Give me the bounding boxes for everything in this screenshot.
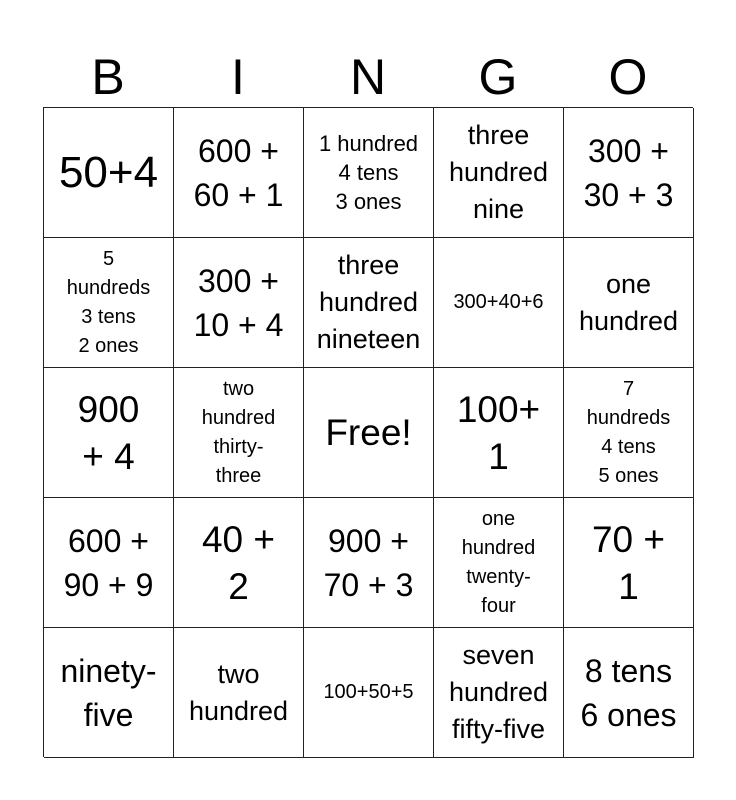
bingo-board: [43, 107, 693, 757]
bingo-cell[interactable]: 7 hundreds 4 tens 5 ones: [564, 368, 694, 498]
bingo-header: [43, 48, 693, 106]
bingo-cell[interactable]: two hundred thirty- three: [174, 368, 304, 498]
bingo-cell[interactable]: 900 + 4: [44, 368, 174, 498]
bingo-cell[interactable]: 600 + 90 + 9: [44, 498, 174, 628]
bingo-cell[interactable]: 1 hundred 4 tens 3 ones: [304, 108, 434, 238]
bingo-cell[interactable]: one hundred: [564, 238, 694, 368]
bingo-cell[interactable]: 100+50+5: [304, 628, 434, 758]
bingo-cell[interactable]: two hundred: [174, 628, 304, 758]
header-letter-b: B: [91, 49, 125, 105]
bingo-cell[interactable]: one hundred twenty- four: [434, 498, 564, 628]
bingo-cell[interactable]: 100+ 1: [434, 368, 564, 498]
bingo-cell[interactable]: 300+40+6: [434, 238, 564, 368]
bingo-cell[interactable]: 300 + 30 + 3: [564, 108, 694, 238]
bingo-cell[interactable]: three hundred nine: [434, 108, 564, 238]
header-letter-o: O: [608, 49, 648, 105]
bingo-cell[interactable]: ninety- five: [44, 628, 174, 758]
header-letter-g: G: [478, 49, 518, 105]
free-space-cell[interactable]: Free!: [304, 368, 434, 498]
bingo-cell[interactable]: 40 + 2: [174, 498, 304, 628]
bingo-cell[interactable]: 5 hundreds 3 tens 2 ones: [44, 238, 174, 368]
bingo-cell[interactable]: three hundred nineteen: [304, 238, 434, 368]
header-letter-n: N: [349, 49, 387, 105]
bingo-cell[interactable]: 50+4: [44, 108, 174, 238]
bingo-cell[interactable]: seven hundred fifty-five: [434, 628, 564, 758]
bingo-cell[interactable]: 8 tens 6 ones: [564, 628, 694, 758]
bingo-cell[interactable]: 600 + 60 + 1: [174, 108, 304, 238]
bingo-cell[interactable]: 70 + 1: [564, 498, 694, 628]
bingo-cell[interactable]: 300 + 10 + 4: [174, 238, 304, 368]
bingo-cell[interactable]: 900 + 70 + 3: [304, 498, 434, 628]
header-letter-i: I: [231, 49, 245, 105]
